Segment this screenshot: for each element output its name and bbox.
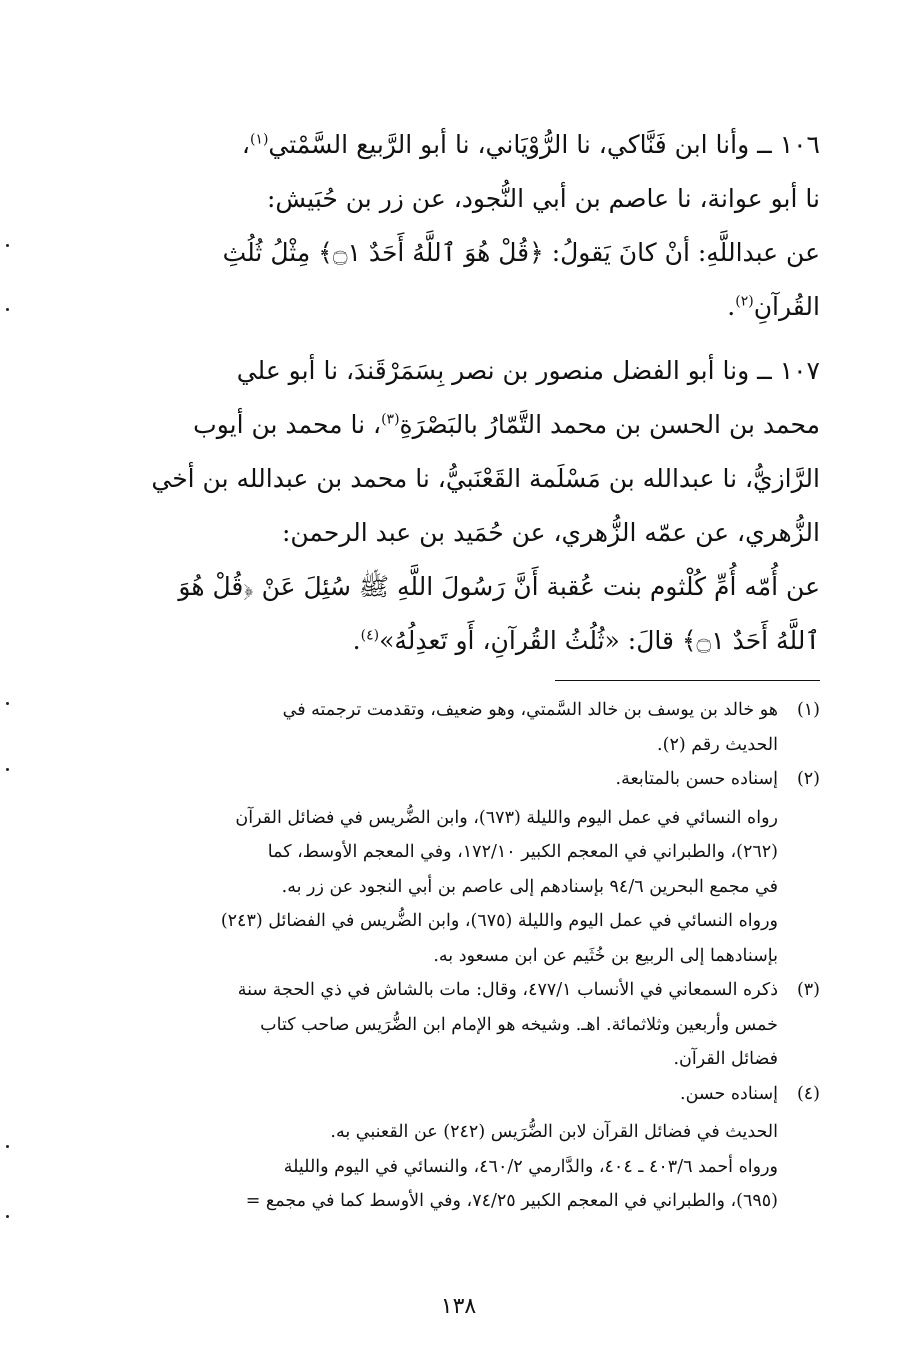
scan-speck: [6, 1215, 9, 1218]
footnote-line: ورواه أحمد ٤٠٣/٦ ـ ٤٠٤، والدَّارمي ٤٦٠/٢، والنسائي في اليوم والليلة: [283, 1156, 778, 1177]
footnote-line: إسناده حسن بالمتابعة.: [615, 769, 778, 789]
footnote-number: (٢): [796, 769, 820, 789]
hadith-106-line-4: القُرآنِ$^{(٢)}$.: [727, 292, 820, 321]
footnote-line: بإسنادهما إلى الربيع بن خُثَيم عن ابن مسعود به.: [433, 945, 778, 966]
footnote-line: الحديث في فضائل القرآن لابن الضُّرَيس (٢٤٢) عن القعنبي به.: [330, 1122, 778, 1142]
footnote-ref-1: (١): [249, 131, 269, 148]
footnote-ref-3: (٣): [381, 411, 400, 428]
footnote-number: (٣): [796, 980, 820, 1000]
hadith-106-line-2: نا أبو عوانة، نا عاصم بن أبي النُّجود، عن زر بن حُبَيش:: [266, 184, 820, 213]
footnote-line: (٦٩٥)، والطبراني في المعجم الكبير ٧٤/٢٥، وفي الأوسط كما في مجمع =: [245, 1191, 778, 1211]
footnote-line: فضائل القرآن.: [673, 1049, 778, 1069]
book-page: [118, 118, 820, 1219]
hadith-107-line-3: الرَّازيُّ، نا عبدالله بن مَسْلَمة القَعْنَبيُّ، نا محمد بن عبدالله بن أخي: [151, 464, 820, 493]
scan-speck: [6, 702, 9, 705]
footnote-3: [118, 973, 820, 1077]
hadith-107-line-5: عن أُمّه أُمِّ كُلْثوم بنت عُقبة أَنَّ رَسُولَ اللَّهِ ﷺ سُئِلَ عَنْ ﴿قُلْ هُوَ: [178, 572, 820, 601]
footnote-line: هو خالد بن يوسف بن خالد السَّمتي، وهو ضعيف، وتقدمت ترجمته في: [282, 700, 778, 720]
footnote-1: [118, 693, 820, 762]
footnote-line: رواه النسائي في عمل اليوم والليلة (٦٧٣)، وابن الضُّريس في فضائل القرآن: [235, 807, 778, 828]
footnote-line: إسناده حسن.: [680, 1083, 778, 1104]
hadith-106-line-3: عن عبداللَّهِ: أنْ كانَ يَقولُ: ﴿قُلْ هُوَ ٱللَّهُ أَحَدٌ ۝١﴾ مِثْلُ ثُلُثِ: [222, 238, 820, 267]
footnotes: [118, 693, 820, 1219]
scan-speck: [6, 768, 9, 771]
footnote-line: ذكره السمعاني في الأنساب ٤٧٧/١، وقال: مات بالشاش في ذي الحجة سنة: [237, 980, 778, 1000]
footnote-number: (١): [796, 700, 820, 720]
hadith-106-line-1: ١٠٦ ــ وأنا ابن فَنَّاكي، نا الرُّوْيَاني، نا أبو الرَّبيع السَّمْتي$^{(١)}$،: [241, 130, 820, 159]
scan-speck: [6, 308, 9, 311]
hadith-107-line-6: ٱللَّهُ أَحَدٌ ۝١﴾ قالَ: «ثُلُثُ القُرآنِ، أَو تَعدِلُهُ»$^{(٤)}$.: [352, 626, 820, 655]
page-number: ١٣٨: [440, 1294, 477, 1319]
hadith-107-line-1: ١٠٧ ــ ونا أبو الفضل منصور بن نصر بِسَمَرْقَندَ، نا أبو علي: [236, 356, 820, 385]
footnote-line: (٢٦٢)، والطبراني في المعجم الكبير ١٧٢/١٠، وفي المعجم الأوسط، كما: [267, 842, 778, 862]
footnote-line: الحديث رقم (٢).: [657, 734, 778, 755]
main-text: [118, 118, 820, 668]
footnote-separator: [555, 680, 820, 681]
footnote-4: [118, 1077, 820, 1219]
footnote-number: (٤): [796, 1083, 820, 1104]
footnote-line: خمس وأربعين وثلاثمائة. اهـ. وشيخه هو الإمام ابن الضُّرَيس صاحب كتاب: [260, 1014, 778, 1035]
footnote-ref-4: (٤): [360, 627, 380, 644]
hadith-107-line-2: محمد بن الحسن بن محمد التَّمّارُ بالبَصْرَةِ$^{(٣)}$، نا محمد بن أيوب: [193, 410, 820, 439]
footnote-2: [118, 762, 820, 973]
scan-speck: [6, 1145, 9, 1148]
footnote-line: في مجمع البحرين ٩٤/٦ بإسنادهم إلى عاصم بن أبي النجود عن زر به.: [281, 876, 778, 897]
footnote-line: ورواه النسائي في عمل اليوم والليلة (٦٧٥)، وابن الضُّريس في الفضائل (٢٤٣): [220, 911, 778, 931]
footnote-ref-2: (٢): [735, 293, 754, 310]
scan-speck: [6, 244, 9, 247]
hadith-107-line-4: الزُّهري، عن عمّه الزُّهري، عن حُمَيد بن عبد الرحمن:: [281, 518, 820, 547]
